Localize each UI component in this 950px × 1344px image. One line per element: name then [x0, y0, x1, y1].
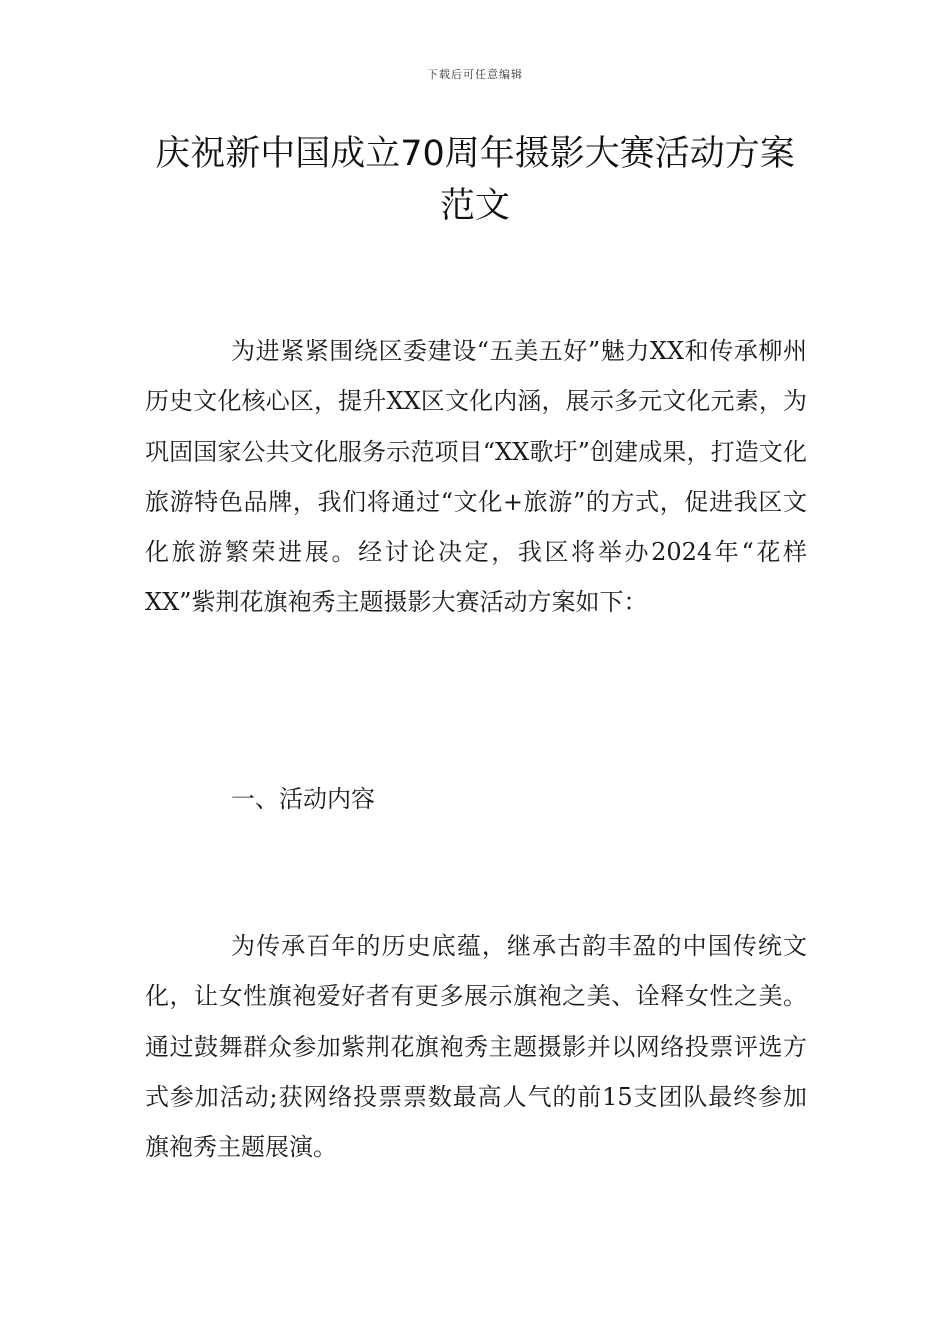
document-title: 庆祝新中国成立70周年摄影大赛活动方案范文: [155, 134, 795, 226]
activity-content-paragraph: 为传承百年的历史底蕴，继承古韵丰盈的中国传统文化，让女性旗袍爱好者有更多展示旗袍之美、诠释女性之美。通过鼓舞群众参加紫荆花旗袍秀主题摄影并以网络投票评选方式参加活动;获网络投票票数最高人气的前15支团队最终参加旗袍秀主题展演。: [145, 932, 807, 1162]
intro-paragraph: 为进紧紧围绕区委建设“五美五好”魅力XX和传承柳州历史文化核心区，提升XX区文化内涵，展示多元文化元素，为巩固国家公共文化服务示范项目“XX歌圩”创建成果，打造文化旅游特色品牌，我们将通过“文化+旅游”的方式，促进我区文化旅游繁荣进展。经讨论决定，我区将举办2024年“花样XX”紫荆花旗袍秀主题摄影大赛活动方案如下：: [145, 337, 807, 617]
section-heading-activity-content: 一、活动内容: [231, 785, 375, 813]
header-note: 下载后可任意编辑: [427, 68, 523, 81]
